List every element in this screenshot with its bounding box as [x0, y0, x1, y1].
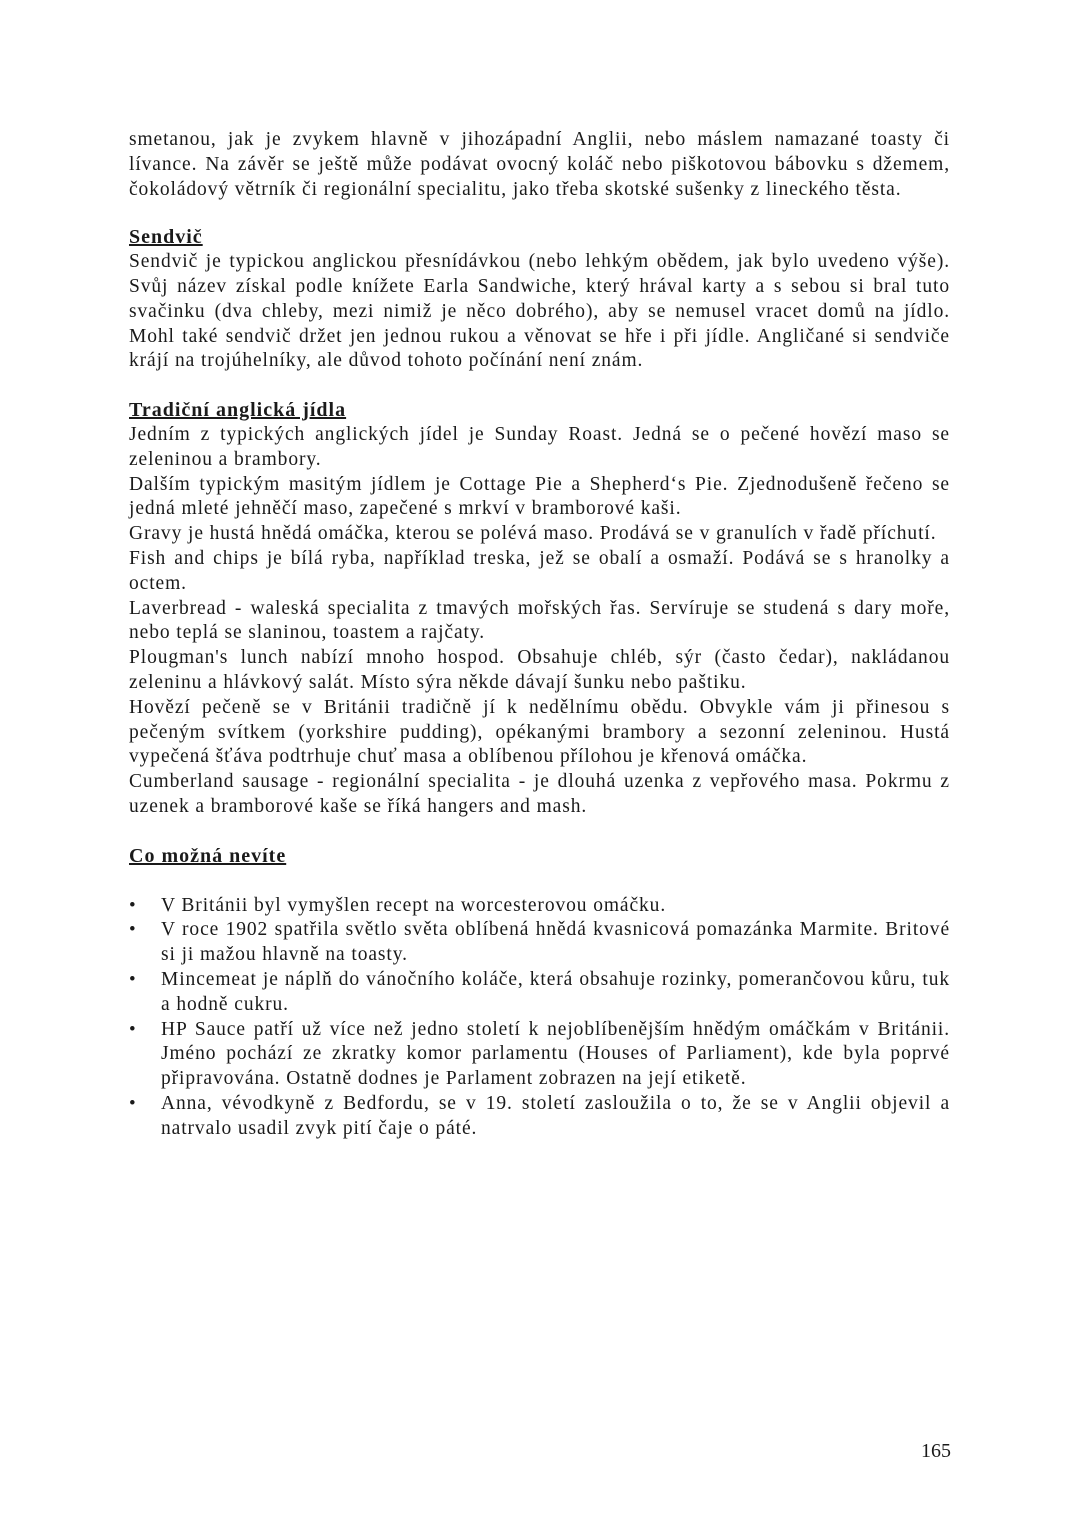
- list-item: • V Británii byl vymyšlen recept na worcesterovou omáčku.: [129, 894, 950, 919]
- list-item: • Anna, vévodkyně z Bedfordu, se v 19. století zasloužila o to, že se v Anglii objevil a natrvalo usadil zvyk pití čaje o páté.: [129, 1092, 950, 1142]
- section-paragraph: Fish and chips je bílá ryba, například treska, jež se obalí a osmaží. Podává se s hranolky a octem.: [129, 547, 950, 594]
- section-paragraph: Sendvič je typickou anglickou přesnídávkou (nebo lehkým obědem, jak bylo uvedeno výše). Svůj název získal podle knížete Earla Sandwiche, který hrával karty a s sebou si bral tuto svačinku (dva chleby, mezi nimiž je něco dobrého), aby se nemusel vracet domů na jídlo. Mohl také sendvič držet jen jednou rukou a věnovat se hře i při jídle. Angličané si sendviče krájí na trojúhelníky, ale důvod tohoto počínání není znám.: [129, 251, 950, 372]
- section-paragraph: Gravy je hustá hnědá omáčka, kterou se polévá maso. Prodává se v granulích v řadě příchutí.: [129, 523, 937, 545]
- list-item: • HP Sauce patří už více než jedno století k nejoblíbenějším hnědým omáčkám v Británii. Jméno pochází ze zkratky komor parlamentu (Houses of Parliament), kde byla poprvé připravována. Ostatně dodnes je Parlament zobrazen na její etiketě.: [129, 1018, 950, 1092]
- section-paragraph: Plougman's lunch nabízí mnoho hospod. Obsahuje chléb, sýr (často čedar), nakládanou zeleninu a hlávkový salát. Místo sýra někde dávají šunku nebo paštiku.: [129, 647, 950, 693]
- page-body: [129, 128, 950, 1141]
- section-paragraph: Jedním z typických anglických jídel je Sunday Roast. Jedná se o pečené hovězí maso se zeleninou a brambory.: [129, 423, 950, 470]
- section-paragraph: Dalším typickým masitým jídlem je Cottage Pie a Shepherd‘s Pie. Zjednodušeně řečeno se jedná mleté jehněčí maso, zapečené s mrkví v bramborové kaši.: [129, 473, 950, 520]
- section-co-mozna-nevite: [129, 844, 950, 1142]
- fact-list: [129, 894, 950, 1142]
- section-heading: Tradiční anglická jídla: [129, 399, 347, 422]
- section-tradicni-jidla: [129, 398, 950, 820]
- section-heading: Sendvič: [129, 226, 203, 249]
- section-sendvic: [129, 225, 950, 374]
- spacer: [129, 869, 950, 894]
- section-paragraph: Cumberland sausage - regionální specialita - je dlouhá uzenka z vepřového masa. Pokrmu z uzenek a bramborové kaše se říká hangers and mash.: [129, 771, 950, 817]
- intro-paragraph: smetanou, jak je zvykem hlavně v jihozápadní Anglii, nebo máslem namazané toasty či lívance. Na závěr se ještě může podávat ovocný koláč nebo piškotovou bábovku s džemem, čokoládový větrník či regionální specialitu, jako třeba skotské sušenky z lineckého těsta.: [129, 129, 950, 200]
- section-paragraph: Laverbread - waleská specialita z tmavých mořských řas. Servíruje se studená s dary moře, nebo teplá se slaninou, toastem a rajčaty.: [129, 597, 950, 644]
- page-number: 165: [921, 1440, 951, 1462]
- list-item: • V roce 1902 spatřila světlo světa oblíbená hnědá kvasnicová pomazánka Marmite. Britové si ji mažou hlavně na toasty.: [129, 918, 950, 968]
- list-item: • Mincemeat je náplň do vánočního koláče, která obsahuje rozinky, pomerančovou kůru, tuk a hodně cukru.: [129, 968, 950, 1018]
- section-paragraph: Hovězí pečeně se v Británii tradičně jí k nedělnímu obědu. Obvykle vám ji přinesou s pečeným svítkem (yorkshire pudding), opékanými brambory a sezonní zeleninou. Hustá vypečená šťáva podtrhuje chuť masa a oblíbenou přílohou je křenová omáčka.: [129, 696, 950, 768]
- section-heading: Co možná nevíte: [129, 844, 287, 867]
